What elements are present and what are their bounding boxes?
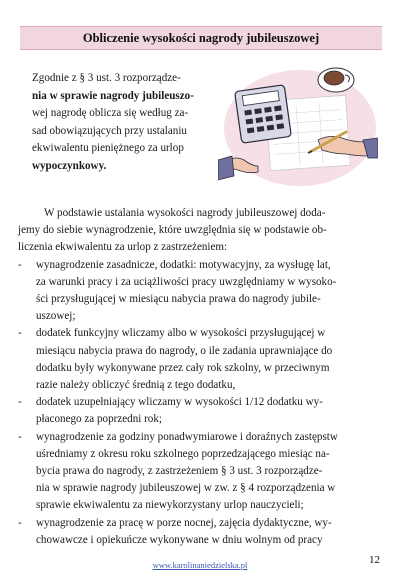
bullet-line: - wynagrodzenie zasadnicze, dodatki: motywacyjny, za wysługę lat, (18, 257, 374, 274)
bullet-line: uszowej; (36, 310, 76, 323)
calculator-icon (235, 85, 292, 143)
bullet-line: razie należy obliczyć średnią z tego dodatku, (36, 379, 236, 392)
intro-paragraph (32, 70, 212, 176)
bullet-line: - wynagrodzenie za pracę w porze nocnej, zajęcia dydaktyczne, wy- (18, 515, 374, 532)
bullet-line: - dodatek funkcyjny wliczamy albo w wysokości przysługującej w (18, 325, 374, 342)
bullet-item (18, 257, 374, 326)
bullet-item (18, 394, 374, 428)
bullet-item (18, 429, 374, 515)
bullet-marker: - (18, 327, 22, 340)
title-band (20, 26, 382, 50)
bullet-line: ści przysługującej w miesiącu nabycia prawa do nagrody jubile- (36, 293, 321, 306)
bullet-line: miesiącu nabycia prawa do nagrody, o ile zadania uprawniające do (36, 344, 333, 357)
bullet-marker: - (18, 430, 22, 443)
intro-line: wej nagrodę oblicza się według za- (32, 107, 189, 120)
paragraph-line: liczenia ekwiwalentu za urlop z zastrzeżeniem: (18, 241, 228, 254)
bullet-line: - wynagrodzenie za godziny ponadwymiarowe i doraźnych zastępstw (18, 429, 374, 446)
paragraph-line: jemy do siebie wynagrodzenie, które uwzględnia się w podstawie ob- (18, 224, 327, 237)
coffee-cup-icon (318, 68, 354, 92)
website-link[interactable]: www.karolinaniedzielska.pl (152, 560, 248, 570)
bullet-marker: - (18, 396, 22, 409)
bullet-marker: - (18, 258, 22, 271)
intro-line: wypoczynkowy. (32, 159, 107, 172)
calculator-illustration (218, 60, 378, 190)
bullet-line: płaconego za poprzedni rok; (36, 413, 162, 426)
bullet-line: za warunki pracy i za uciążliwości pracy uwzględniamy w wysoko- (36, 275, 337, 288)
bullet-item (18, 515, 374, 549)
bullet-line: nia w sprawie nagrody jubileuszowej w zw. z § 4 rozporządzenia w (36, 482, 336, 495)
bullet-line: chowawcze i opiekuńcze wykonywane w dniu wolnym od pracy (36, 533, 323, 546)
intro-line: Zgodnie z § 3 ust. 3 rozporządze- (32, 72, 181, 84)
bullet-line: bycia prawa do nagrody, z zastrzeżeniem § 3 ust. 3 rozporządze- (36, 465, 323, 478)
page-number: 12 (369, 554, 380, 566)
bullet-line: uśredniamy z okresu roku szkolnego poprzedzającego miesiąc na- (36, 447, 330, 460)
main-text (18, 205, 374, 549)
intro-line: nia w sprawie nagrody jubileuszo- (32, 89, 194, 102)
bullet-marker: - (18, 516, 22, 529)
bullet-line: - dodatek uzupełniający wliczamy w wysokości 1/12 dodatku wy- (18, 394, 374, 411)
page-title: Obliczenie wysokości nagrody jubileuszowej (82, 31, 320, 45)
bullet-item (18, 325, 374, 394)
intro-line: ekwiwalentu pieniężnego za urlop (32, 142, 184, 155)
paragraph-line: W podstawie ustalania wysokości nagrody jubileuszowej doda- (44, 207, 326, 219)
bullet-line: dodatku były wykonywane przez cały rok szkolny, w przeciwnym (36, 361, 330, 374)
bullet-line: sprawie ekwiwalentu za niewykorzystany urlop nauczycieli; (36, 499, 304, 512)
intro-line: sad obowiązujących przy ustalaniu (32, 124, 187, 137)
